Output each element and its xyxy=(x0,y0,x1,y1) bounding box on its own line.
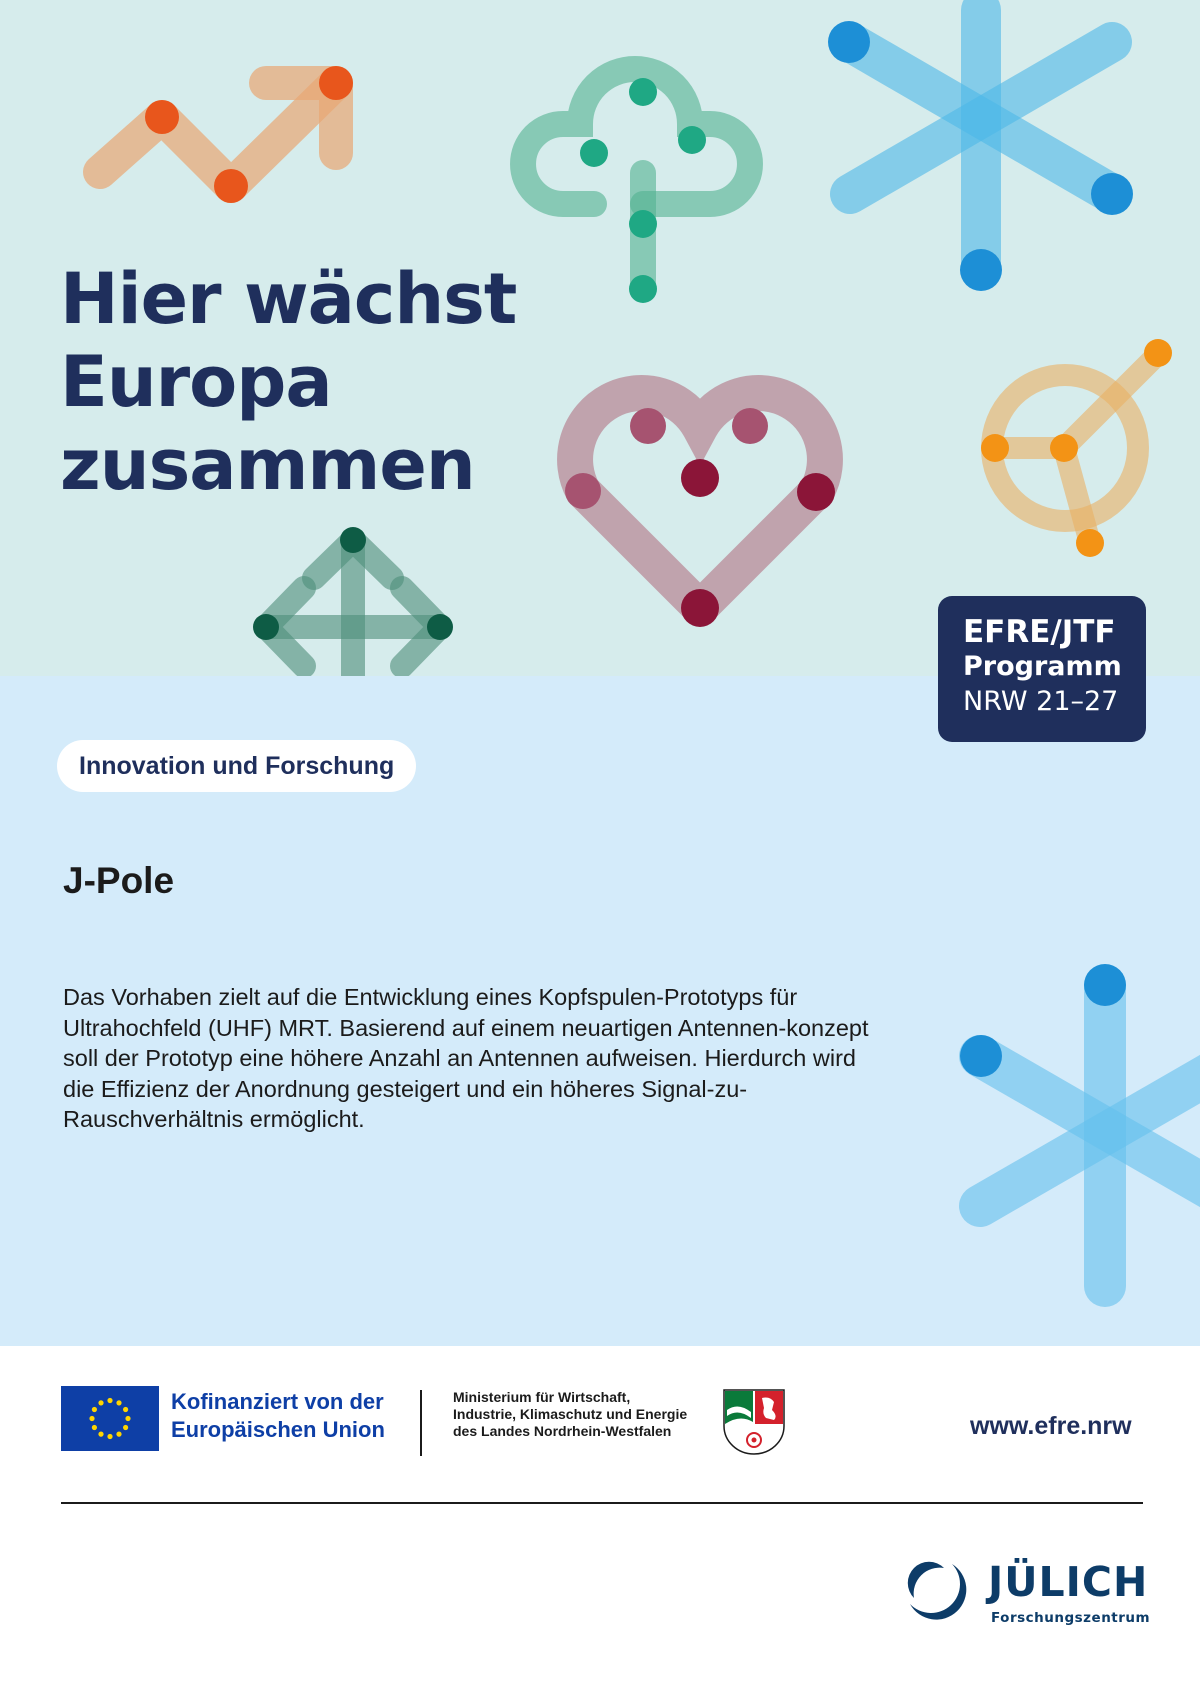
juelich-logo-icon xyxy=(904,1558,976,1630)
juelich-name: JÜLICH xyxy=(988,1558,1149,1606)
target-icon xyxy=(981,339,1172,557)
eu-text-line-2: Europäischen Union xyxy=(171,1417,385,1442)
eu-text-line-1: Kofinanziert von der xyxy=(171,1389,384,1414)
tree-icon xyxy=(523,69,750,303)
heart-icon xyxy=(565,393,835,627)
ministry-line-3: des Landes Nordrhein-Westfalen xyxy=(453,1423,672,1439)
footer-divider-horizontal xyxy=(61,1502,1143,1504)
eu-cofunding-text xyxy=(171,1388,385,1444)
eu-flag-icon xyxy=(61,1386,159,1451)
growth-arrow-icon xyxy=(100,66,353,203)
nrw-crest-icon xyxy=(722,1388,786,1456)
headline xyxy=(60,258,516,507)
ministry-text xyxy=(453,1389,687,1440)
asterisk-icon xyxy=(828,10,1133,291)
ministry-line-1: Ministerium für Wirtschaft, xyxy=(453,1389,631,1405)
category-badge: Innovation und Forschung xyxy=(57,740,416,792)
badge-line-2: Programm xyxy=(963,651,1122,682)
badge-line-3: NRW 21–27 xyxy=(963,686,1119,717)
project-title: J-Pole xyxy=(63,860,175,901)
snowflake-icon xyxy=(960,964,1200,1286)
program-badge xyxy=(938,596,1146,742)
project-description: Das Vorhaben zielt auf die Entwicklung eines Kopfspulen-Prototyps für Ultrahochfeld (UHF) MRT. Basierend auf einem neuartigen Antennen-konzept soll der Prototyp eine höhere Anzahl an Antennen aufweisen. Hierdurch wird die Effizienz der Anordnung gesteigert und ein höheres Signal-zu-Rauschverhältnis ermöglicht. xyxy=(63,984,869,1132)
header-section xyxy=(0,0,1200,676)
juelich-subtitle: Forschungszentrum xyxy=(991,1610,1151,1626)
content-section xyxy=(0,676,1200,1346)
headline-line-3: zusammen xyxy=(60,424,475,506)
ministry-line-2: Industrie, Klimaschutz und Energie xyxy=(453,1406,688,1422)
headline-line-1: Hier wächst xyxy=(60,258,517,340)
badge-line-1: EFRE/JTF xyxy=(963,614,1116,650)
website-link[interactable]: www.efre.nrw xyxy=(970,1412,1132,1440)
headline-line-2: Europa xyxy=(60,341,332,423)
direction-arrows-icon xyxy=(253,527,453,676)
footer-divider-vertical xyxy=(420,1390,422,1456)
